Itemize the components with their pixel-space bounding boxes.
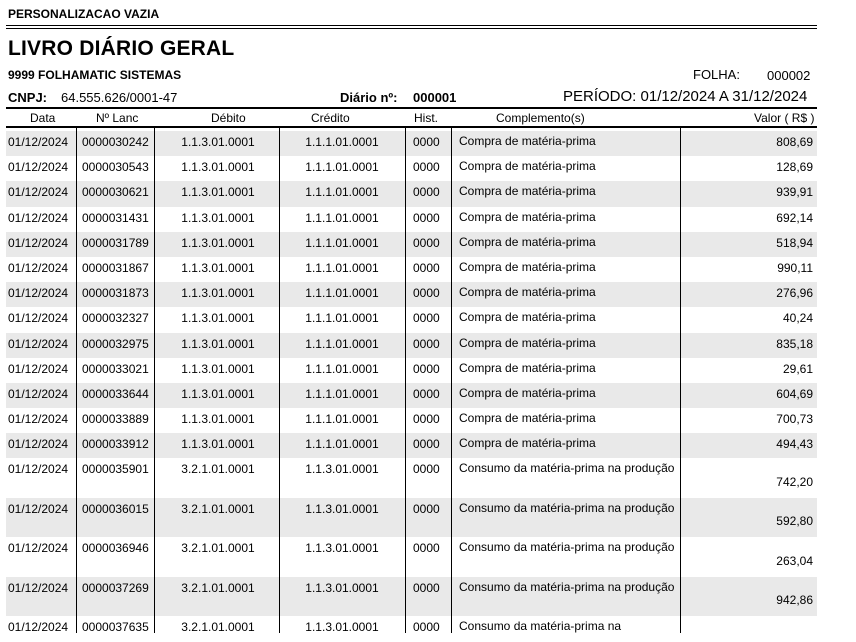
row-complement: Consumo da matéria-prima na produção <box>459 500 675 515</box>
table-row <box>6 181 817 206</box>
row-value: 40,24 <box>782 311 813 326</box>
row-credit-account: 1.1.1.01.0001 <box>305 235 379 250</box>
row-date: 01/12/2024 <box>8 311 69 326</box>
row-value: 592,80 <box>776 514 813 529</box>
row-credit-account: 1.1.1.01.0001 <box>305 160 379 175</box>
col-divider <box>680 128 681 633</box>
row-lanc-number: 0000033021 <box>82 361 149 376</box>
row-hist-code: 0000 <box>413 437 440 452</box>
row-debit-account: 1.1.3.01.0001 <box>181 210 255 225</box>
diario-label: Diário nº: <box>340 90 398 105</box>
header-divider-top-double <box>6 28 817 29</box>
row-hist-code: 0000 <box>413 210 440 225</box>
row-debit-account: 1.1.3.01.0001 <box>181 235 255 250</box>
row-credit-account: 1.1.1.01.0001 <box>305 135 379 149</box>
col-divider <box>279 128 280 633</box>
row-value: 700,73 <box>776 412 813 427</box>
diario-value: 000001 <box>413 90 457 105</box>
row-hist-code: 0000 <box>413 235 440 250</box>
company-name: 9999 FOLHAMATIC SISTEMAS <box>8 68 182 82</box>
row-hist-code: 0000 <box>413 135 440 149</box>
row-lanc-number: 0000036946 <box>82 541 149 556</box>
row-hist-code: 0000 <box>413 386 440 401</box>
cnpj-label: CNPJ: <box>8 90 48 105</box>
row-date: 01/12/2024 <box>8 386 69 401</box>
row-lanc-number: 0000030621 <box>82 185 149 200</box>
row-complement: Compra de matéria-prima <box>459 411 596 426</box>
row-debit-account: 1.1.3.01.0001 <box>181 260 255 275</box>
row-hist-code: 0000 <box>413 462 440 477</box>
row-date: 01/12/2024 <box>8 620 69 635</box>
row-hist-code: 0000 <box>413 541 440 556</box>
row-credit-account: 1.1.1.01.0001 <box>305 336 379 351</box>
row-complement: Consumo da matéria-prima na produção <box>459 461 675 476</box>
row-value: 128,69 <box>776 160 813 175</box>
table-row <box>6 333 817 358</box>
folha-label: FOLHA: <box>693 67 740 82</box>
row-complement: Consumo da matéria-prima na <box>459 619 622 634</box>
row-credit-account: 1.1.1.01.0001 <box>305 361 379 376</box>
row-hist-code: 0000 <box>413 260 440 275</box>
row-date: 01/12/2024 <box>8 135 69 149</box>
row-hist-code: 0000 <box>413 412 440 427</box>
row-debit-account: 1.1.3.01.0001 <box>181 185 255 200</box>
row-date: 01/12/2024 <box>8 541 69 556</box>
row-lanc-number: 0000035901 <box>82 462 149 477</box>
row-complement: Compra de matéria-prima <box>459 385 596 400</box>
row-hist-code: 0000 <box>413 580 440 595</box>
row-hist-code: 0000 <box>413 501 440 516</box>
row-date: 01/12/2024 <box>8 437 69 452</box>
row-credit-account: 1.1.1.01.0001 <box>305 412 379 427</box>
cnpj-value: 64.555.626/0001-47 <box>61 90 178 105</box>
row-credit-account: 1.1.3.01.0001 <box>305 580 379 595</box>
row-lanc-number: 0000031867 <box>82 260 149 275</box>
row-date: 01/12/2024 <box>8 210 69 225</box>
row-lanc-number: 0000032327 <box>82 311 149 326</box>
row-complement: Compra de matéria-prima <box>459 184 596 199</box>
col-divider <box>76 128 77 633</box>
row-credit-account: 1.1.3.01.0001 <box>305 541 379 556</box>
row-debit-account: 3.2.1.01.0001 <box>181 620 255 635</box>
table-row <box>6 616 817 641</box>
row-credit-account: 1.1.1.01.0001 <box>305 286 379 301</box>
row-credit-account: 1.1.1.01.0001 <box>305 311 379 326</box>
row-complement: Compra de matéria-prima <box>459 310 596 325</box>
row-date: 01/12/2024 <box>8 235 69 250</box>
table-row <box>6 207 817 232</box>
row-debit-account: 1.1.3.01.0001 <box>181 386 255 401</box>
row-date: 01/12/2024 <box>8 501 69 516</box>
row-debit-account: 3.2.1.01.0001 <box>181 541 255 556</box>
table-row <box>6 282 817 307</box>
col-header-hist: Hist. <box>414 111 438 125</box>
row-credit-account: 1.1.1.01.0001 <box>305 210 379 225</box>
col-header-lanc: Nº Lanc <box>96 111 139 125</box>
row-hist-code: 0000 <box>413 361 440 376</box>
row-value: 942,86 <box>776 593 813 608</box>
row-date: 01/12/2024 <box>8 361 69 376</box>
folha-value: 000002 <box>767 68 811 83</box>
row-date: 01/12/2024 <box>8 260 69 275</box>
row-credit-account: 1.1.3.01.0001 <box>305 620 379 635</box>
row-hist-code: 0000 <box>413 286 440 301</box>
row-credit-account: 1.1.1.01.0001 <box>305 185 379 200</box>
row-date: 01/12/2024 <box>8 286 69 301</box>
table-row <box>6 498 817 538</box>
row-hist-code: 0000 <box>413 185 440 200</box>
row-credit-account: 1.1.1.01.0001 <box>305 437 379 452</box>
table-row <box>6 577 817 617</box>
row-debit-account: 1.1.3.01.0001 <box>181 135 255 149</box>
row-date: 01/12/2024 <box>8 336 69 351</box>
row-value: 808,69 <box>776 135 813 149</box>
row-complement: Compra de matéria-prima <box>459 234 596 249</box>
row-hist-code: 0000 <box>413 311 440 326</box>
row-debit-account: 1.1.3.01.0001 <box>181 437 255 452</box>
header-divider-top <box>6 25 817 26</box>
row-debit-account: 1.1.3.01.0001 <box>181 412 255 427</box>
row-date: 01/12/2024 <box>8 412 69 427</box>
journal-table <box>6 131 817 642</box>
col-divider <box>405 128 406 633</box>
row-value: 939,91 <box>776 185 813 200</box>
row-hist-code: 0000 <box>413 160 440 175</box>
row-value: 990,11 <box>777 260 813 275</box>
row-value: 29,61 <box>782 361 813 376</box>
row-complement: Compra de matéria-prima <box>459 259 596 274</box>
row-value: 604,69 <box>776 386 813 401</box>
row-lanc-number: 0000030543 <box>82 160 149 175</box>
row-credit-account: 1.1.1.01.0001 <box>305 386 379 401</box>
table-row <box>6 537 817 577</box>
table-row <box>6 232 817 257</box>
row-complement: Compra de matéria-prima <box>459 335 596 350</box>
col-header-data: Data <box>30 111 56 125</box>
row-debit-account: 1.1.3.01.0001 <box>181 336 255 351</box>
table-row <box>6 156 817 181</box>
table-row <box>6 408 817 433</box>
col-header-valor: Valor ( R$ ) <box>754 111 815 125</box>
row-value: 494,43 <box>776 437 813 452</box>
row-debit-account: 1.1.3.01.0001 <box>181 361 255 376</box>
table-row <box>6 433 817 458</box>
row-lanc-number: 0000032975 <box>82 336 149 351</box>
row-complement: Compra de matéria-prima <box>459 209 596 224</box>
report-title: LIVRO DIÁRIO GERAL <box>8 37 235 60</box>
row-debit-account: 1.1.3.01.0001 <box>181 160 255 175</box>
row-lanc-number: 0000030242 <box>82 135 149 149</box>
table-row <box>6 307 817 332</box>
row-complement: Consumo da matéria-prima na produção <box>459 579 675 594</box>
row-debit-account: 1.1.3.01.0001 <box>181 286 255 301</box>
row-lanc-number: 0000033644 <box>82 386 149 401</box>
row-lanc-number: 0000037635 <box>82 620 149 635</box>
row-complement: Compra de matéria-prima <box>459 285 596 300</box>
row-complement: Compra de matéria-prima <box>459 134 596 148</box>
row-lanc-number: 0000031431 <box>82 210 149 225</box>
row-lanc-number: 0000033889 <box>82 412 149 427</box>
row-lanc-number: 0000037269 <box>82 580 149 595</box>
row-debit-account: 1.1.3.01.0001 <box>181 311 255 326</box>
row-value: 835,18 <box>776 336 813 351</box>
col-header-complemento: Complemento(s) <box>496 111 585 125</box>
row-complement: Compra de matéria-prima <box>459 159 596 174</box>
row-date: 01/12/2024 <box>8 462 69 477</box>
row-value: 692,14 <box>776 210 813 225</box>
row-credit-account: 1.1.3.01.0001 <box>305 462 379 477</box>
row-value: 276,96 <box>776 286 813 301</box>
row-date: 01/12/2024 <box>8 160 69 175</box>
row-lanc-number: 0000031789 <box>82 235 149 250</box>
row-lanc-number: 0000031873 <box>82 286 149 301</box>
row-debit-account: 3.2.1.01.0001 <box>181 462 255 477</box>
row-debit-account: 3.2.1.01.0001 <box>181 501 255 516</box>
row-credit-account: 1.1.3.01.0001 <box>305 501 379 516</box>
row-lanc-number: 0000033912 <box>82 437 149 452</box>
row-value: 263,04 <box>776 553 813 568</box>
periodo: PERÍODO: 01/12/2024 A 31/12/2024 <box>563 88 808 105</box>
row-complement: Consumo da matéria-prima na produção <box>459 540 675 555</box>
table-row <box>6 257 817 282</box>
row-value: 518,94 <box>776 235 813 250</box>
table-row <box>6 358 817 383</box>
row-lanc-number: 0000036015 <box>82 501 149 516</box>
table-header-bottom-line <box>6 126 817 128</box>
row-credit-account: 1.1.1.01.0001 <box>305 260 379 275</box>
table-row <box>6 383 817 408</box>
row-hist-code: 0000 <box>413 620 440 635</box>
row-value: 742,20 <box>776 474 813 489</box>
row-hist-code: 0000 <box>413 336 440 351</box>
table-row <box>6 458 817 498</box>
row-date: 01/12/2024 <box>8 580 69 595</box>
row-complement: Compra de matéria-prima <box>459 360 596 375</box>
table-header-top-line <box>6 107 817 109</box>
row-debit-account: 3.2.1.01.0001 <box>181 580 255 595</box>
col-divider <box>451 128 452 633</box>
col-divider <box>154 128 155 633</box>
row-date: 01/12/2024 <box>8 185 69 200</box>
row-complement: Compra de matéria-prima <box>459 436 596 451</box>
table-row <box>6 131 817 156</box>
col-header-debito: Débito <box>211 111 246 125</box>
report-top-label: PERSONALIZACAO VAZIA <box>8 7 160 21</box>
col-header-credito: Crédito <box>311 111 350 125</box>
